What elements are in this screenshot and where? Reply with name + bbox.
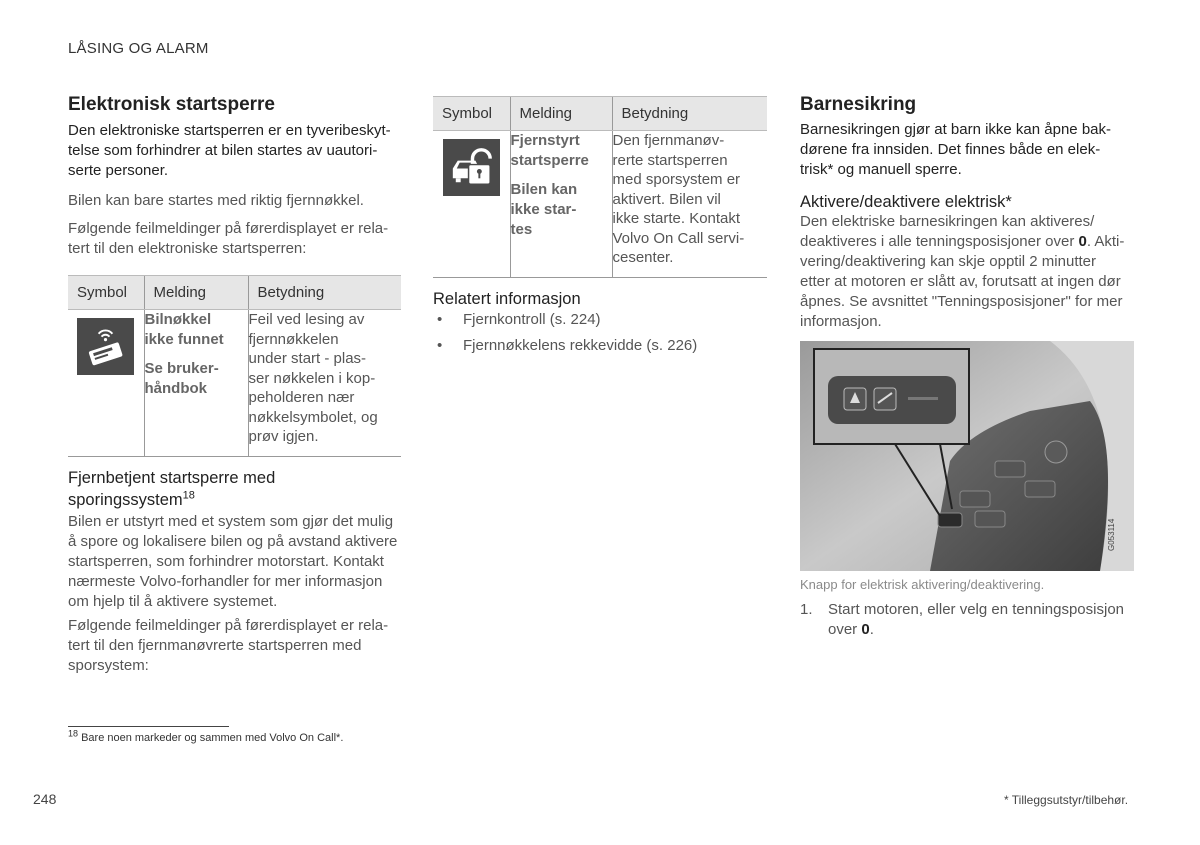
text-line: rerte startsperren (612, 151, 728, 169)
paragraph-tracking-system (68, 512, 400, 612)
image-code: G053114 (1107, 518, 1116, 551)
footnote-number: 18 (68, 728, 79, 739)
key-not-found-icon (77, 318, 134, 375)
message-cell (510, 131, 612, 278)
step-1 (800, 600, 1162, 640)
text-line: sporsystem: (68, 657, 149, 674)
paragraph-electric-child-lock (800, 212, 1134, 332)
text-line: sporingssystem (68, 491, 183, 509)
text-line: startsperren, som forhindrer motorstart. Kontakt (68, 553, 384, 570)
accessory-star: * (1005, 193, 1012, 211)
text-line: Følgende feilmeldinger på førerdisplayet er rela- (68, 617, 389, 634)
footnote-reference: 18 (182, 489, 195, 502)
child-lock-button-illustration (800, 341, 1134, 571)
related-link-key-range[interactable]: Fjernnøkkelens rekkevidde (s. 226) (463, 337, 698, 354)
text-line: Barnesikringen gjør at barn ikke kan åpne bak- (800, 121, 1112, 138)
message-line: Bilnøkkel (144, 311, 212, 328)
subtitle-activate-electric (800, 191, 1134, 213)
meaning-cell (612, 131, 767, 278)
column-header-message: Melding (510, 97, 612, 131)
text-line: Den elektriske barnesikringen kan aktiveres/ (800, 213, 1095, 230)
text-line: Den elektroniske startsperren er en tyveribeskyt- (68, 122, 391, 139)
related-info-title: Relatert informasjon (433, 290, 581, 308)
text-line: nærmeste Volvo-forhandler for mer informasjon (68, 573, 383, 590)
table-header-row (68, 276, 401, 310)
image-caption: Knapp for elektrisk aktivering/deaktivering. (800, 577, 1045, 592)
text-line: dørene fra innsiden. Det finnes både en elek- (800, 141, 1101, 158)
text-line: aktivert. Bilen vil (612, 190, 721, 208)
text-line: informasjon. (800, 313, 882, 330)
page-number: 248 (33, 791, 57, 807)
remote-lock-icon (443, 139, 500, 196)
text-line: trisk* og manuell sperre. (800, 161, 962, 178)
symbol-cell (433, 131, 510, 278)
accessory-note: * Tilleggsutstyr/tilbehør. (1004, 793, 1129, 807)
bullet: • (437, 311, 443, 328)
message-line: ikke funnet (144, 331, 224, 348)
meaning-cell (248, 310, 401, 457)
related-info-list (433, 310, 767, 362)
title-child-lock: Barnesikring (800, 94, 917, 115)
paragraph-correct-key: Bilen kan bare startes med riktig fjernnøkkel. (68, 192, 364, 209)
table-header-row (433, 97, 767, 131)
text-line: ser nøkkelen i kop- (248, 369, 376, 387)
text-fragment: over (828, 621, 862, 638)
table-row (433, 131, 767, 278)
text-line: etter at motoren er slått av, forutsatt at ingen dør (800, 273, 1121, 290)
column-header-meaning: Betydning (248, 276, 401, 310)
ignition-position-zero: 0 (861, 621, 870, 638)
paragraph-error-messages-intro (68, 219, 400, 259)
text-fragment: . (869, 621, 874, 638)
text-line: cesenter. (612, 249, 674, 266)
text-line: Aktivere/deaktivere elektrisk (800, 193, 1006, 211)
bullet: • (437, 337, 443, 354)
text-line: om hjelp til å aktivere systemet. (68, 593, 278, 610)
title-electronic-immobilizer: Elektronisk startsperre (68, 94, 275, 115)
text-line: Den fjernmanøv- (612, 132, 725, 149)
text-line: åpnes. Se avsnittet "Tenningsposisjoner" for mer (800, 293, 1123, 310)
text-fragment: deaktiveres i alle tenningsposisjoner over (800, 233, 1079, 250)
text-line: Fjernbetjent startsperre med (68, 469, 276, 487)
message-line: håndbok (144, 380, 207, 397)
column-header-symbol: Symbol (68, 276, 144, 310)
text-fragment: . Akti- (1086, 233, 1125, 250)
message-line: Bilen kan (510, 181, 578, 198)
paragraph-remote-error-intro (68, 616, 400, 676)
text-line: Volvo On Call servi- (612, 229, 745, 247)
text-line: Start motoren, eller velg en tenningsposisjon (828, 601, 1125, 618)
text-line: ikke starte. Kontakt (612, 210, 741, 227)
message-line: Fjernstyrt (510, 132, 580, 149)
text-line: under start - plas- (248, 350, 367, 367)
text-line: Feil ved lesing av (248, 311, 365, 328)
remote-immobilizer-message-table (433, 96, 767, 278)
text-line: tert til den elektroniske startsperren: (68, 240, 307, 257)
text-line: prøv igjen. (248, 428, 319, 445)
column-header-message: Melding (144, 276, 248, 310)
message-line: startsperre (510, 152, 589, 169)
symbol-cell (68, 310, 144, 457)
text-line: serte personer. (68, 162, 169, 179)
footnote-separator (68, 726, 229, 727)
section-header: LÅSING OG ALARM (68, 40, 209, 57)
step-number: 1. (800, 601, 813, 618)
text-line: fjernnøkkelen (248, 330, 339, 348)
text-line: med sporsystem er (612, 171, 741, 188)
text-line: nøkkelsymbolet, og (248, 408, 378, 426)
immobilizer-intro (68, 121, 400, 181)
text-line: Bilen er utstyrt med et system som gjør det mulig (68, 513, 394, 530)
ignition-position-zero: 0 (1078, 233, 1087, 250)
column-header-symbol: Symbol (433, 97, 510, 131)
table-row (68, 310, 401, 457)
subtitle-remote-immobilizer (68, 467, 400, 511)
child-lock-intro (800, 120, 1134, 180)
list-item (433, 336, 767, 356)
message-cell (144, 310, 248, 457)
message-line: Se bruker- (144, 360, 219, 377)
immobilizer-message-table (68, 275, 401, 457)
text-line: vering/deaktivering kan skje opptil 2 minutter (800, 253, 1096, 270)
text-line: telse som forhindrer at bilen startes av uautori- (68, 142, 378, 159)
column-header-meaning: Betydning (612, 97, 767, 131)
footnote-text: Bare noen markeder og sammen med Volvo On Call*. (81, 732, 344, 744)
text-line: å spore og lokalisere bilen og på avstand aktivere (68, 533, 398, 550)
footnote (68, 728, 344, 744)
list-item (433, 310, 767, 330)
text-line: peholderen nær (248, 389, 355, 406)
message-line: ikke star- (510, 201, 577, 218)
related-link-remote-control[interactable]: Fjernkontroll (s. 224) (463, 311, 601, 328)
text-line: tert til den fjernmanøvrerte startsperren med (68, 637, 362, 654)
message-line: tes (510, 221, 533, 238)
text-line (800, 232, 1134, 252)
text-line: Følgende feilmeldinger på førerdisplayet er rela- (68, 220, 389, 237)
